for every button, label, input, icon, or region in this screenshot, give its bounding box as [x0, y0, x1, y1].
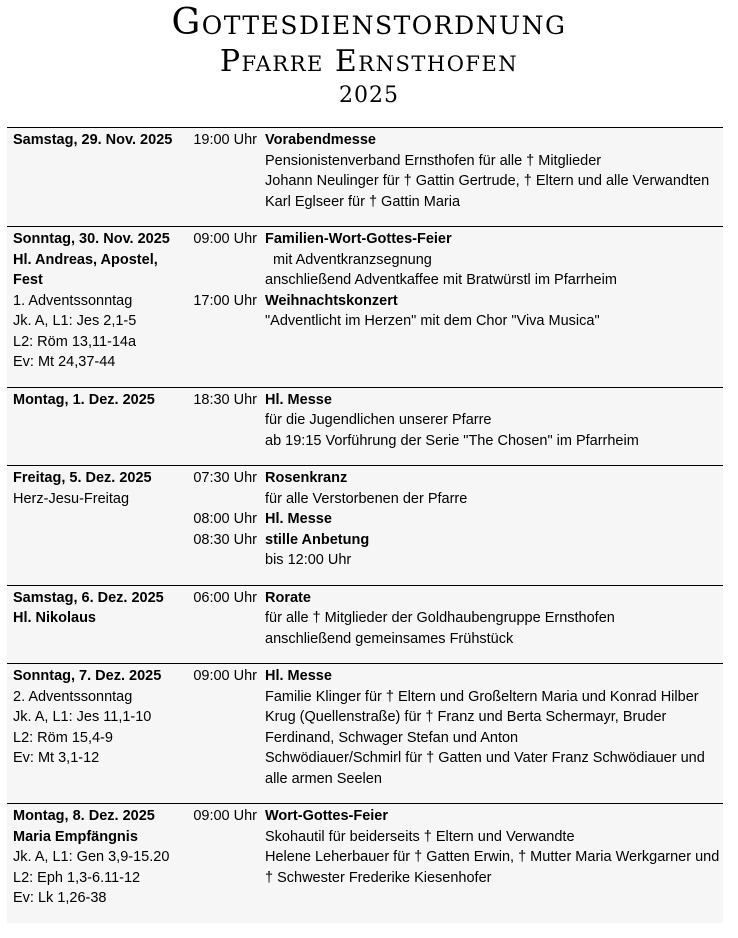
day-info [7, 130, 185, 212]
event-title: stille Anbetung [265, 531, 370, 548]
event-title: Familien-Wort-Gottes-Feier [265, 231, 452, 247]
event-title: Rorate [265, 589, 311, 606]
day-note: L2: Eph 1,3-6.11-12 [13, 869, 141, 886]
service-schedule [7, 127, 723, 923]
event-intention: Krug (Quellenstraße) für † Franz und Berta Schermayr, Bruder [265, 709, 667, 725]
event-time: 17:00 Uhr [193, 292, 257, 309]
day-date: Montag, 8. Dez. 2025 [13, 808, 155, 824]
schedule-entry [7, 387, 723, 466]
day-note: Ev: Mt 24,37-44 [13, 354, 116, 370]
event-time: 18:30 Uhr [193, 391, 257, 408]
event-intention: Johann Neulinger für † Gattin Gertrude, † Eltern und alle Verwandten [265, 173, 710, 189]
event-intention: Familie Klinger für † Eltern und Großeltern Maria und Konrad Hilber [265, 688, 699, 705]
event-intention: Ferdinand, Schwager Stefan und Anton [265, 729, 519, 746]
event-title: Rosenkranz [265, 470, 348, 486]
day-info [7, 390, 185, 452]
day-info [7, 588, 185, 650]
event-time: 09:00 Uhr [193, 808, 257, 824]
event-title: Weihnachtskonzert [265, 292, 398, 309]
event-time: 06:00 Uhr [193, 589, 257, 606]
day-date: Montag, 1. Dez. 2025 [13, 391, 155, 408]
time-column [185, 806, 263, 909]
event-time: 07:30 Uhr [193, 470, 257, 486]
event-title: Hl. Messe [265, 511, 332, 527]
day-date: Samstag, 29. Nov. 2025 [13, 132, 173, 148]
schedule-entry [7, 585, 723, 664]
event-intention: anschließend Adventkaffee mit Bratwürstl im Pfarrheim [265, 272, 617, 288]
day-info [7, 806, 185, 909]
event-intention: Skohautil für beiderseits † Eltern und Verwandte [265, 828, 575, 845]
day-note: L2: Röm 13,11-14a [13, 333, 137, 350]
schedule-entry [7, 226, 723, 387]
event-intention: "Adventlicht im Herzen" mit dem Chor "Viva Musica" [265, 313, 600, 329]
event-time: 09:00 Uhr [193, 668, 257, 684]
event-intention: Helene Leherbauer für † Gatten Erwin, † Mutter Maria Werkgarner und [265, 849, 720, 865]
day-note: Hl. Nikolaus [13, 610, 96, 626]
time-column [185, 588, 263, 650]
event-title: Wort-Gottes-Feier [265, 808, 388, 824]
event-time: 19:00 Uhr [193, 132, 257, 148]
event-column [263, 806, 723, 909]
day-note: 2. Adventssonntag [13, 688, 133, 705]
event-intention: mit Adventkranzsegnung [265, 251, 432, 268]
schedule-entry [7, 465, 723, 585]
day-note: Ev: Mt 3,1-12 [13, 750, 100, 766]
page-title: Gottesdienstordnung [171, 2, 567, 43]
event-intention: alle armen Seelen [265, 770, 382, 787]
event-intention: Pensionistenverband Ernsthofen für alle † Mitglieder [265, 152, 602, 169]
day-note: 1. Adventssonntag [13, 292, 133, 309]
day-note: Jk. A, L1: Gen 3,9-15.20 [13, 849, 170, 865]
day-note: Ev: Lk 1,26-38 [13, 890, 107, 906]
day-note: Maria Empfängnis [13, 828, 138, 845]
event-intention: für alle Verstorbenen der Pfarre [265, 490, 468, 507]
event-column [263, 468, 723, 571]
day-date: Sonntag, 7. Dez. 2025 [13, 668, 162, 684]
event-intention: ab 19:15 Vorführung der Serie "The Chosen" im Pfarrheim [265, 432, 639, 449]
day-note: Jk. A, L1: Jes 11,1-10 [13, 709, 152, 725]
day-date: Sonntag, 30. Nov. 2025 [13, 231, 170, 247]
day-info [7, 666, 185, 789]
time-column [185, 130, 263, 212]
time-column [185, 468, 263, 571]
day-info [7, 229, 185, 373]
day-info [7, 468, 185, 571]
year-label: 2025 [339, 83, 399, 108]
event-column [263, 588, 723, 650]
event-column [263, 666, 723, 789]
event-time: 08:30 Uhr [193, 531, 257, 548]
day-note: Jk. A, L1: Jes 2,1-5 [13, 313, 137, 329]
parish-name: Pfarre Ernsthofen [219, 44, 519, 79]
event-column [263, 130, 723, 212]
schedule-entry [7, 127, 723, 226]
day-date: Freitag, 5. Dez. 2025 [13, 470, 152, 486]
time-column [185, 666, 263, 789]
event-title: Hl. Messe [265, 668, 332, 684]
event-column [263, 229, 723, 373]
time-column [185, 390, 263, 452]
day-note: Fest [13, 272, 43, 288]
day-note: L2: Röm 15,4-9 [13, 729, 113, 746]
event-intention: Schwödiauer/Schmirl für † Gatten und Vater Franz Schwödiauer und [265, 750, 705, 766]
time-column [185, 229, 263, 373]
event-column [263, 390, 723, 452]
event-intention: bis 12:00 Uhr [265, 552, 352, 568]
event-time: 08:00 Uhr [193, 511, 257, 527]
event-title: Vorabendmesse [265, 132, 376, 148]
event-time: 09:00 Uhr [193, 231, 257, 247]
event-intention: Karl Eglseer für † Gattin Maria [265, 193, 461, 210]
event-intention: anschließend gemeinsames Frühstück [265, 630, 514, 647]
event-intention: † Schwester Frederike Kiesenhofer [265, 869, 492, 886]
day-note: Hl. Andreas, Apostel, [13, 251, 158, 268]
day-date: Samstag, 6. Dez. 2025 [13, 589, 164, 606]
event-title: Hl. Messe [265, 391, 332, 408]
event-intention: für die Jugendlichen unserer Pfarre [265, 412, 492, 428]
schedule-entry [7, 803, 723, 923]
event-intention: für alle † Mitglieder der Goldhaubengruppe Ernsthofen [265, 610, 615, 626]
schedule-entry [7, 663, 723, 803]
day-note: Herz-Jesu-Freitag [13, 490, 130, 507]
